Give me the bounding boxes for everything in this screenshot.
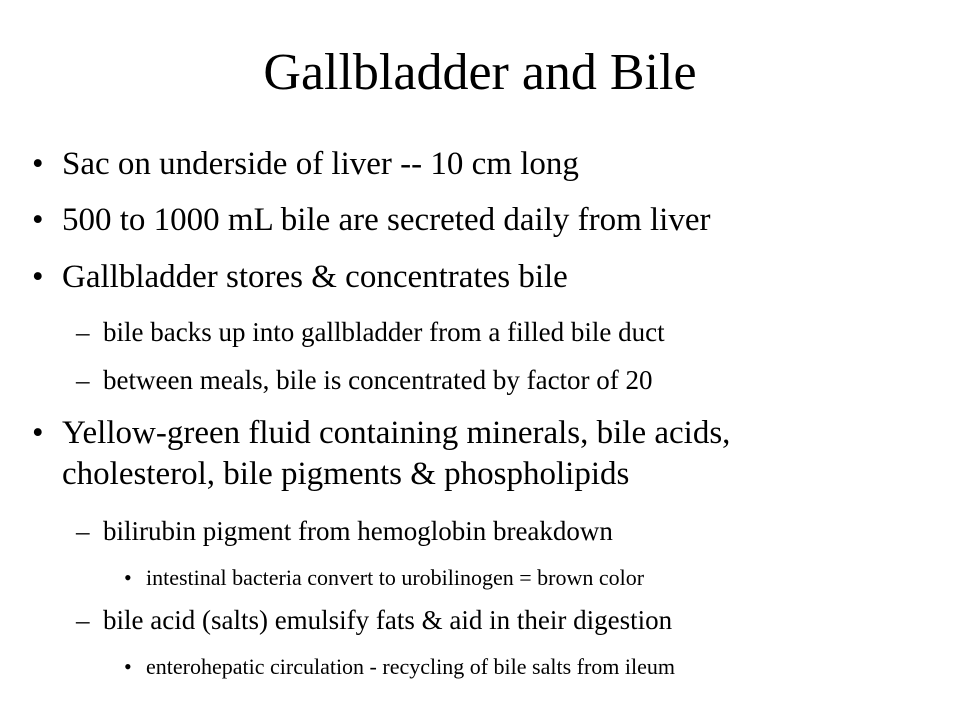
- bullet-continuation: [62, 454, 629, 494]
- bullet-text: Sac on underside of liver -- 10 cm long: [62, 146, 579, 182]
- bullet-text: 500 to 1000 mL bile are secreted daily from liver: [62, 202, 711, 238]
- sub-bullet-text: between meals, bile is concentrated by factor of 20: [103, 365, 653, 395]
- bullet-marker: •: [32, 259, 44, 295]
- sub-sub-bullet-text: enterohepatic circulation - recycling of bile salts from ileum: [146, 654, 676, 679]
- bullet-text: cholesterol, bile pigments & phospholipids: [62, 456, 630, 492]
- dash-marker: –: [76, 516, 90, 546]
- dash-marker: –: [76, 605, 90, 635]
- bullet-marker: •: [32, 415, 44, 451]
- dash-marker: –: [76, 365, 90, 395]
- sub-bullet-text: bile backs up into gallbladder from a filled bile duct: [103, 317, 665, 347]
- slide-title: Gallbladder and Bile: [263, 44, 697, 101]
- small-bullet-marker: •: [124, 654, 132, 679]
- sub-sub-bullet-text: intestinal bacteria convert to urobilinogen = brown color: [146, 565, 645, 590]
- bullet-text: Yellow-green fluid containing minerals, bile acids,: [62, 415, 731, 451]
- sub-bullet-text: bile acid (salts) emulsify fats & aid in their digestion: [103, 605, 673, 635]
- bullet-text: Gallbladder stores & concentrates bile: [62, 259, 568, 295]
- bullet-marker: •: [32, 202, 44, 238]
- bullet-marker: •: [32, 146, 44, 182]
- sub-bullet-text: bilirubin pigment from hemoglobin breakdown: [103, 516, 613, 546]
- small-bullet-marker: •: [124, 565, 132, 590]
- dash-marker: –: [76, 317, 90, 347]
